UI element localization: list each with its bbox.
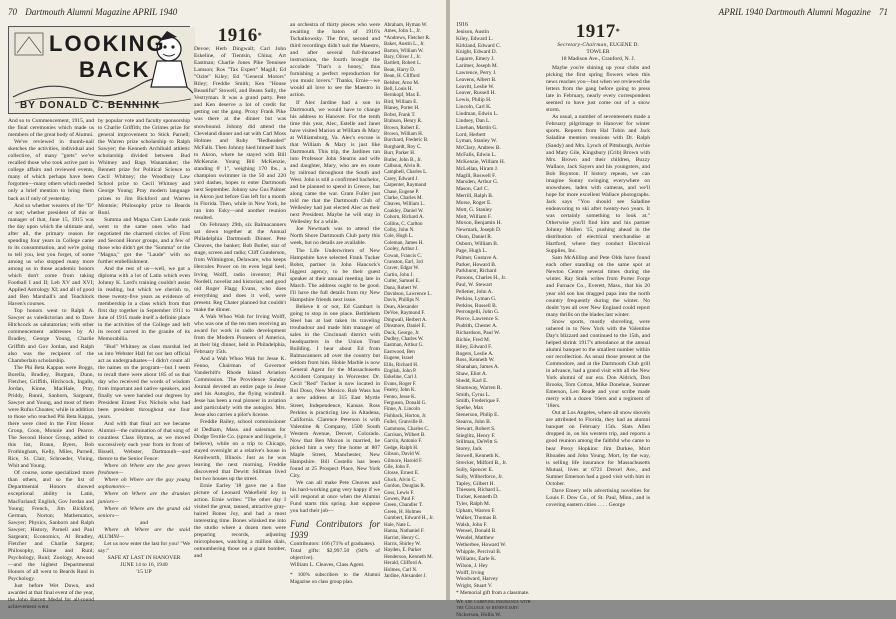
paragraph: And a Wah Whoo Wah for Jesse K. Fenno, Chairman of Governor Vanderbilt's Rhode Island Aviation Commission. The Providence Sunday Journal devoted an entire page to Jesse and his Autogiro, the flying windmill. Jesse has been a real pioneer in aviation and particularly with the autogiro. Mrs. Jesse also carries a pilot's license. [194, 356, 286, 419]
fund-total-gifts: Total gifts: $2,997.50 (94% of objective). [290, 548, 380, 562]
contributor-name: Shedd, Karl E. [456, 377, 488, 384]
contributor-name: Smith, Frederique F. [456, 398, 501, 405]
contributor-name: Knight, Edward D. [456, 49, 498, 56]
contributor-name: Richie, Fred M. [456, 336, 491, 343]
contributor-name: Woodward, Harvey [456, 576, 499, 583]
left-page [0, 0, 446, 611]
contributor-name: Mason, Carl C. [456, 186, 489, 193]
contributor-name: Bartlett, Robert L. [384, 60, 422, 67]
secretary-label: Secretary-Chairman, [557, 42, 609, 48]
contributor-name: McClary, Andrew B. [456, 145, 501, 152]
hymn-line: Where oh Where are the drunken juniors— [98, 491, 190, 505]
paragraph: And so to Commencement, 1915, and the final ceremonies which made us members of the great body of Alumni. [8, 118, 94, 139]
paragraph: The Life Underwriters of New Hampshire have selected Frank Tucker Bobst, partner in John Hancock's biggest agency, to be their guest speaker at their annual meeting late in March. The address ought to be good. I'll have the full details from my New Hampshire friends next issue. [290, 247, 380, 303]
contributor-name: Spelke, Max [456, 405, 484, 412]
insurance-note: We are carrying insurance with the College as beneficiary: [456, 598, 531, 612]
reunion-line: '15 UP [136, 569, 152, 575]
contributor-name: Wendel, Matthew [456, 535, 495, 542]
contributor-name: Lindsey, Dan L. [456, 117, 491, 124]
contributor-name: Wilson, J. Hey [456, 562, 488, 569]
hymn-line: Where oh Where are the grand old seniors— [98, 505, 190, 519]
contributor-name: Parkhurst, Richard [456, 268, 497, 275]
paragraph: We can all make Pete Cleaves and his hard-working gang very happy if we will respond at once when the Alumni Fund starts this spring. Just suppose you had their job— [290, 480, 380, 515]
contributor-name: Ferguson, Donald G. [384, 399, 427, 406]
contributor-name: Walker, Thomas B. [456, 514, 498, 521]
paragraph: And the rest of us—well, we got a diploma with a lot of Latin which even Johnny K. Lord's training couldn't assist in reading, but which we cherish to, these twenty-five years as evidence of membership in a class which from that first day together in September 1911 to June of 1915 made itself a definite place in the activities of the College and left its record carved in the granite of its Memorabilia. [98, 265, 190, 343]
hymn-line: Where oh Where are the pea green freshmen— [98, 463, 190, 477]
contributor-name: Dana, Robert W. [384, 284, 418, 291]
contributor-name: Dinsmore, Daniel E. [384, 323, 426, 330]
paragraph: And with that final act we became Alumni—the culmination of that song of countless Class Hymns, as we moved successively each year from in front of Bissell, Webster, Dartmouth—and thence to the Senior Fence: [98, 421, 190, 463]
paragraph: by popular vote and faculty sponsorship to Charlie Griffith; the Grimes prize for general improvement to Stick Parnell; the Warren prize scholarship to Ralph Sawyer; the Kenneth Archibald athletic scholarship divided between Bud Whitney and Bags Wanamaker; the Bennett prize for Political Science to Cecil Whitney; the Woodbury Law School prize to Cecil Whitney and George Young; Pray modern language prizes to Jim Bickford and Warren Montsie; Philosophy prize to Beards Runl. [98, 118, 190, 216]
insurance-name: Nickerson, Hollis W. [456, 611, 502, 618]
contributor-name: Fishback, Horton, Jr. [384, 412, 427, 419]
fund-class-agent: William L. Cleaves, Class Agent. [290, 562, 365, 569]
contributor-name: Burchard, Frederic B. [384, 137, 429, 144]
contributor-name: Garrison, Wilbert B. [384, 432, 426, 438]
contributor-name: Stenerson, Philip E. [456, 412, 499, 419]
contributor-name: Pudrith, Chester A. [456, 323, 498, 330]
paragraph: Maybe you're shining up your clubs and picking the first spring flowers when this news reaches you—but when we reviewed the letters from the gang before going to press late in February, nearly every correspondent seemed to have just come out of a snow storm. [546, 65, 650, 114]
paragraph: Believe it or not, Ed Gambart is going to stop in one place. Bethlehem Steel has at last taken its traveling troubadour and made him manager of sales in the Cincinnati district with headquarters in the Union Trust Building. I hear about Ed from Balmacanners all over the country but seldom from him. Hobie Marble is now General Agent for the Massachusetts Accident Company in Worcester. Dr. Cecil "Red" Tucker is now located in Rui Doso, New Mexico. Rob Wass has a new address at 315 East Myrtle Street, Independence, Kansas. Ross Perkins is practicing law in Altadena, California. Clarence Peterson is with Valentine & Company, 1500 South Western Avenue, Denver, Colorado. Now that Ben Moxon is married, he picked him a very fine home at 807 Maple Street, Manchester, New Hampshire. Bill Costello has been found at 25 Prospect Place, New York City. [290, 303, 380, 479]
contributor-name: Bean, H. Clifford [384, 73, 420, 80]
paragraph: As usual, a number of seventeeners made a February pilgrimage to Hanover for winter sports. Reports from Hal Tobin and Jack Saladine mention reunions with Dr. Ralph (Sandy) and Mrs. Lynch of Pittsburgh, Archie and Mary Gile, Kingsbury (Crib) Brown with Mrs. Brown and their children, Buzzy Wallace, Jack Sayers and his youngsters, and Bob Boynton. If history repeats, we can imagine Sunny swinging everywhere on snowshoes, laden with cameras, and we'll hope for more excellent Wallace photographs. Jack says "You should see Saladine endeavoring to ski after twenty-two years. It was certainly something to look at." Otherwise you'll find him and his partner Johnny Mullen '15, pushing ahead in the distribution of electrical merchandise at Hartford, where they conduct Electrical Supplies, Inc. [546, 114, 650, 255]
names-list [456, 29, 538, 597]
contributor-name: Coleman, James H. [384, 239, 424, 246]
contributor-name: Dean, Alexander [384, 303, 419, 310]
contributor-name: Abraham, Hyman W. [384, 22, 428, 28]
contributor-name: Shaw, Eliot A. [456, 371, 488, 378]
contributor-name: Collins, C. Carlton [384, 220, 423, 227]
contributor-name: Strecker, Milford B., Jr. [456, 460, 508, 466]
contributor-name: Eskeline, Carl J. [384, 374, 418, 381]
paragraph: Ernie Earley '18 gave me a fine picture of Leonard Wakefield Joy in action. Ernie writes: "The other day I visited the great, tanned, attractive gray-haired Bones Joy, and had a most interesting time. Bones whisked me into the studio where a dozen men were preparing records, adjusting microphones, watching a million dials, outnumbering those on a giant bomber, and [194, 482, 286, 560]
contributor-name: Garvin, Antonio F. [384, 438, 423, 445]
contributor-name: Shumway, Warren R. [456, 384, 502, 391]
paragraph: And so whether wearers of the "D" or not; whether president of this or manager of that, June 15, 1915 was the day upon which the ultimate and, after all, the primary reason for spending four years in College came to its consummation, and we're going to tell you, lest you forget, of some among us who stopped many more among us in those academic honors which don't come from taking Football I and II; Leb XV and XVI; Applied Astrology XI; and all of good and Ben Marshall's and Teachlock Haven's courses. [8, 202, 94, 308]
reunion-line: SAFE AT LAST IN HANOVER [107, 554, 181, 561]
contributor-name: Cohorn, Richard A. [384, 214, 424, 221]
column-4 [290, 22, 380, 596]
contributor-name: Bird, William E. [384, 98, 418, 105]
fund-names-column-1 [384, 22, 444, 596]
paragraph: Freddie Bailey, school commissioner at Dedham, Mass. and salesman for Dodge Textile Co. (spruce and lingerie, I believe), while on a trip to Chicago, stayed overnight at a relative's house in Kenilworth, Illinois. Just as he was leaving the next morning, Freddie discovered that Dewitt Stillman lived but two houses up the street. [194, 419, 286, 482]
secretary-name: EUGENE D. TOWLER [586, 42, 639, 55]
paragraph: Out at Los Angeles, where all snow shovels are attributed to Florida, they had an alumni banquet on February 15th. Slats Allen dropped in, on his western trip, and reports a good reunion among the faithful who came to hear Prexy Hopkins: Jim Durkee, Mort Rhoades and John Young. Mort, by the way, is selling life insurance for Massachusetts Mutual, lives at 6721 Drexel Ave., and Sumner Emerson had a good visit with him in October. [546, 410, 650, 487]
contributor-name: Bary, Oliver J., Jr. [384, 54, 421, 61]
paragraph: Of course, some specialized more than others, and so the list of Departmental Honors showed exceptional ability in Latin, MacFarland; English, Gov Jordan and Young; French, Jim Bickford, German, Norton; Mathematics, Sawyer; Physics, Sanborn and Ralph Sawyer; History, Parnell and Paul Sargeant; Economics, Al Bradley, Fletcher and Charlie Sargent; Philosophy, Kinne and Runl; Psychology, Runl; Zoology, Atwood—and the highest Departmental Honors of all went to Beards Runl in Psychology. [8, 470, 94, 583]
contributor-name: Leavens, Albert B. [456, 76, 497, 83]
contributor-name: Moxon, Benjamin H. [456, 220, 502, 227]
paragraph: Sam McAlillop and Pete Olds have found each other standing on the same spot at Newton Centre several times during the winter. Ray Stalk writes from Porter Forge and Furnace Co., Everett, Mass., that his 20 year old son has dragged papa into the north country frequently during the winter. No doubt 'tyes all over New England could report many thrills on the blades last winter. [546, 255, 650, 318]
class-heading-1916: 1916* [217, 25, 263, 46]
contributor-name: Hale, Nate L. [384, 521, 412, 528]
running-head-right [719, 7, 888, 17]
contributor-name: Curtin, John J. [384, 271, 414, 278]
hymn-line: and [139, 519, 149, 526]
contributor-name: Calhoun, Alvin R. [384, 162, 422, 169]
contributor-name: Barton, William W. [384, 47, 424, 54]
contributor-name: Sully, Spencer E. [456, 466, 494, 473]
hymn-line: Where oh Where are the staid ALUMNI— [98, 526, 190, 540]
contributor-name: Brown, William H. [384, 130, 424, 137]
names-year-label: 1916 [456, 22, 468, 28]
contributor-name: Leavitt, Leslie W. [456, 83, 495, 90]
contributor-name: Jenison, Austin [456, 28, 489, 35]
contributor-name: DeVoe, Raymond F. [384, 310, 426, 317]
contributor-name: McLellan, Hiram J. [456, 165, 499, 172]
contributor-name: Cooley, Arthur J. [384, 246, 419, 253]
magazine-title-right: APRIL 1940 Dartmouth Alumni Magazine [718, 7, 871, 17]
paragraph: The Phi Beta Kappas were Boggs, Borella, Bradley, Burgum, Dunn, Fletcher, Griffith, Hitchcock, Ingalls, Jordan, Kinne, MacHale, Pray, Priddy, Runnl, Sanborn, Sargeant, Sawyer and Young, and most of them were Rufus Choates; while in addition to those who reached Phi Beta Kappa, there were cited in the First Honor Group, Coon, Monnie and Pearce. The Second Honor Group, added to this list, Braun, Byers, Bob Frothingham, Kelly, Miles, Parnell, Rice, St. Clair, Schroeder, Vining, Whit and Young. [8, 364, 94, 470]
contributor-name: Coakley, Daniel W. [384, 207, 424, 214]
reunion-line: JUNE 14 to 16, 1940 [120, 561, 168, 568]
byline: BY DONALD C. BENNINK [20, 100, 161, 111]
contributor-name: Butler, John B., Jr. [384, 156, 422, 163]
contributor-name: Dingwall, Herbert A. [384, 316, 428, 323]
contributor-name: Dudley, Charles W. [384, 335, 424, 342]
contributor-name: Osborn, William B. [456, 241, 499, 247]
contributor-name: Laparre, Emery J. [456, 56, 495, 63]
contributor-name: * Memorial gift from a classmate. [456, 590, 530, 597]
contributor-name: Mott, G. Stanley [456, 206, 492, 213]
contributor-name: Gilmore, Harold F. [384, 457, 423, 464]
contributor-name: Sully, Wilberforce, Jr. [456, 473, 504, 480]
contributor-name: Cowan, Francis C. [384, 252, 422, 259]
column-3 [194, 26, 286, 596]
contributor-name: Glosse, Ernest E. [384, 470, 420, 477]
contributor-name: Gumbert, Edward H., Jr. [384, 515, 434, 522]
contributor-name: Stowell, Kenneth K. [456, 453, 501, 460]
contributor-name: Duck, George, Jr. [384, 329, 420, 336]
contributor-name: Fuller, Granville B. [384, 419, 424, 426]
contributor-name: Parsons, Charles H., Jr. [456, 275, 507, 282]
paragraph: Devoe; Herb Dingwall; Carl John Eskeline, of Tientsin, China; Art Eastman; Charlie Jones Pike Tennisee Lamson; Ros "Tax Expert" Magill; Ed "Ozite" Kiley; Ed "General Motors" Riley; Freddie Smith; Ken "House Beautiful" Stowell, and Beans Sully, the Vestryman. It was a grand party. Pete and Ken deserve a lot of credit for getting out the gang. Proxy Frank Pike was there at the dinner but was snowbound. Johnny did attend the Cleveland dinner and sat with Carl Moss Holmes and Ruby "Redheaded" McFalls. Then Johnny hied himself back to Akron, where he stayed with Bill McKenzie. Young Bill McKenzie, standing 6' 1", weighing 170 lbs., a champion swimmer in the 50 and 220 yard dashes, hopes to enter Dartmouth next September. Johnny saw Gus Palmer in Akron just before Gus left for a month in Florida. Then, while in New York, he ran into Esky—and another reunion resulted. [194, 46, 286, 222]
contributor-name: Gluck, Alvin C. [384, 476, 417, 483]
contributor-name: Richardson, Paul W. [456, 329, 501, 336]
magazine-title-left: Dartmouth Alumni Magazine APRIL 1940 [25, 7, 178, 17]
contributor-name: Bell, Louis H. [384, 86, 413, 93]
contributor-name: Eastwood, Ben [384, 348, 415, 355]
contributor-name: Cleaves, William L. [384, 201, 425, 208]
contributor-name: Chase, Eugene P. [384, 188, 420, 195]
contributor-name: Leaver, Russell H. [456, 90, 496, 97]
contributor-name: Carey, Edward J. [384, 175, 419, 182]
running-head-left [8, 7, 177, 17]
contributor-name: Lewis, Philip H. [456, 97, 492, 104]
contributor-name: Gowen, Paul F. [384, 496, 416, 503]
contributor-name: Marsden, Arthur G. [456, 179, 499, 186]
page-number-right: 71 [879, 7, 888, 17]
contributor-name: Goss, Lewis F. [384, 489, 415, 496]
contributor-name: Gammons, Charles C. [384, 425, 429, 432]
contributor-name: Lincoln, Carl K. [456, 104, 492, 111]
contributor-name: Pierce, Lawrence S. [456, 316, 500, 323]
contributor-name: Linehan, Martin G. [456, 124, 498, 131]
contributor-name: Magill, Roswell F. [456, 172, 496, 179]
contributor-name: Williams, Earle K. [456, 555, 497, 562]
contributor-name: Lyman, Stanley W. [456, 138, 498, 145]
contributor-name: Gile, John F. [384, 464, 410, 471]
contributor-name: Stieglitz, Henry F. [456, 432, 496, 439]
contributor-name: Hanna, Nathaniel F. [384, 528, 425, 535]
contributor-name: Wensel, Donald B. [456, 528, 497, 535]
contributor-name: Cranston, Earl, 3rd [384, 259, 423, 266]
contributor-name: Jardine, Alexander J. [384, 572, 427, 579]
contributor-name: Finne, A. Lincoln [384, 406, 420, 413]
contributor-name: Blaney, Porter H. [384, 105, 420, 112]
paragraph: "Bud" Whitney as class marshal led us into Webster Hall for our last official act as undergraduates—I didn't count all the names on the program—but I seem to recall there were about 185 of us that day who received the words of wisdom from important and native speakers, and finally we were handed our degrees by President Ernest Fox Nichols who had been president throughout our four years. [98, 343, 190, 420]
contributor-name: Bobst, Frank T. [384, 111, 416, 118]
contributor-name: Olson, Daniel R. [456, 234, 493, 241]
paragraph: We've reviewed in thumb-nail sketches the activities, individual and collective, of many "grets" we've recalled those who took active part in college affairs and reviewed events, many of which perhaps have been forgotten—many others which needed only a brief mention to bring them back as if only of yesterday. [8, 139, 94, 202]
contributor-name: *Andrews, Fletcher R. [384, 34, 431, 41]
contributor-name: Cutler, Samuel E. [384, 278, 421, 285]
contributor-name: Burghardt, Roy C. [384, 143, 422, 150]
contributor-name: Upham, Warren F. [456, 507, 496, 514]
contributor-name: Bernkopf, Max E. [384, 92, 421, 99]
contributor-name: Tyler, Ralph M. [456, 501, 491, 508]
contributor-name: Riley, Edward F. [456, 343, 493, 350]
contributor-name: Paul, W. Stewart [456, 282, 492, 289]
contributor-name: Parker, Howard B. [456, 261, 497, 268]
class-heading-1917: 1917* [575, 21, 621, 42]
contributor-name: Stewart, Robert S. [456, 425, 496, 432]
contributor-name: Green, H. Holmes [384, 508, 422, 515]
contributor-name: Fearey, John K. [384, 387, 416, 394]
column-1 [8, 118, 94, 611]
banner-title-back: BACK [79, 57, 151, 82]
hymn-line: Where oh Where are the gay young sophomores— [98, 477, 190, 491]
contributor-name: Lawrence, Perry J. [456, 69, 497, 76]
contributor-name: Fenno, Jesse K. [384, 393, 416, 400]
contributor-name: Perkins, Lyman G. [456, 295, 497, 302]
contributor-name: Kiley, Edward L. [456, 35, 494, 42]
contributor-name: McFalls, Edwin L. [456, 152, 497, 159]
contributor-name: Harriot, Henry C. [384, 534, 420, 541]
contributor-name: Holmes, Carl N. [384, 566, 418, 573]
contributor-name: Ames, John L., Jr. [384, 28, 421, 35]
contributor-name: Perrongelli, John G. [456, 309, 500, 316]
paragraph: A Wah Whoo Wah for Irving Wolff, who was one of the ten men receiving an award for work in radio development from the Modern Pioneers of America, at their big dinner, held in Philadelphia, February 15th. [194, 313, 286, 356]
contributor-name: Stearns, John B. [456, 418, 492, 425]
secretary-line [546, 42, 650, 56]
paragraph: Summa and Magna Cum Laude rank went to the same ones who had negotiated the charmed circles of First and Second Honor groups, and a few of those who didn't get the "Summa" or the "Magna," got the "Laude" with no further embellishment. [98, 216, 190, 265]
fund-contributors-heading: Fund Contributors for 1939 [290, 519, 380, 541]
contributor-name: Newmark, Joseph D. [456, 227, 502, 234]
contributor-name: Tucker, Kenneth D. [456, 494, 499, 501]
contributor-name: Ellis, Richard H. [384, 361, 419, 368]
contributor-name: Gedge, Ralph H. [384, 444, 419, 451]
contributor-name: Henderson, Kenneth M. [384, 553, 433, 560]
paragraph: Dave Emery tells advertising novelties for Louis F. Dow Co., of St. Paul, Minn., and is covering eastern cities . . . . George [546, 487, 650, 508]
contributor-name: Thiessen, Richard L. [456, 487, 501, 494]
contributor-name: Larimer, Joseph M. [456, 63, 499, 70]
contributor-name: Shanahan, James A. [456, 364, 500, 371]
contributor-name: Rogers, Leslie A. [456, 350, 494, 357]
contributor-name: Baker, Austin L., Jr. [384, 41, 425, 48]
fund-contributors-count: Contributors: 166 (71% of graduates). [290, 541, 376, 548]
paragraph: Just before Wet Down, and awarded at that final event of the year, the John Barrett Medal for all-round achievement went [8, 583, 94, 611]
contributor-name: Craver, Edgar W. [384, 265, 420, 272]
fund-names-column-2 [456, 22, 538, 618]
banner-title-looking: LOOKING [49, 31, 166, 56]
contributor-name: Storey, Jack [456, 446, 482, 453]
paragraph: Let us now enter the last for you! "We say:" [98, 540, 190, 554]
contributor-name: Gordon, Douglas R. [384, 483, 426, 490]
contributor-name: Colby, John N. [384, 227, 415, 233]
contributor-name: Belsher, Arno M. [384, 79, 420, 86]
contributor-name: Lord, Herbert [456, 131, 486, 138]
right-page [450, 0, 896, 618]
contributor-name: Pelletier, John A. [456, 288, 493, 295]
contributor-name: Gibson, David W. [384, 451, 421, 458]
column-1917 [546, 22, 650, 596]
contributor-name: Davis, Phillips N. [384, 297, 421, 304]
contributor-name: Carpenter, Raymond [384, 182, 427, 189]
contributor-name: Walsh, John F. [456, 521, 488, 528]
paragraph: If Alec Jardine had a son in Dartmouth, we would have to change his address to Hanover. For the tenth time this year, Alec, Estelle and Janet have visited Marion at William & Mary at Williamsburg, Va. Alec's excuse is that William & Mary is just like Dartmouth. This trip, the Jardines ran into Professor John Stearns and wife and daughter, Mary, who are en route by railroad throughout the South and West. John is still a confirmed bachelor, and he planned to spend in Greece, but along came the war. Gram Fuller just told me that the Dartmouth Club of Wellesley had just elected Alec as their next President. Maybe he will stay in Wellesley for a while. [290, 99, 380, 226]
contributor-name: Wright, Stuart V. [456, 583, 493, 590]
contributor-name: Kirkland, Edward C. [456, 42, 501, 49]
paragraph: On February 29th, six Balmacanners sat down together at the Annual Philadelphia Dartmouth Dinner. Pete Cleaves, the banker; Bob Butler, star of stage, screen and radio; Cliff Gunderson, from Wilmington, Delaware, who keeps Hercules Power on its even legal keel; Irving Wolff, radio inventor; Phil Nordell, novelist and historian; and good old Roger Flagg Evans, who does everything and does it well, were present. Reg Chater planned but couldn't make the dinner. [194, 222, 286, 313]
contributor-name: Stillman, DeWitt S. [456, 439, 499, 446]
paragraph: Snow sports, mostly shoveling, were ushered in to New York with the Valentine Day's blizzard and continued to the 15th, and helped shrink 1917's attendance at the annual alumni banquet to the smallest number within our recollection. As usual those present at the Commodore, and at the Dartmouth Club grill in advance, had a grand visit with all the New York alumni of our era. Don Aldrich, Don Brooks, Tom Cotton, Mike Donehue, Sumner Emerson, Len Reade and your scribe made merry with a dozen '16ers and a regiment of '18ers. [546, 318, 650, 410]
contributor-name: Morse, Roger E. [456, 199, 492, 206]
contributor-name: Brown, Robert E. [384, 124, 420, 131]
secretary-address: 18 Madison Ave., Cranford, N. J. [560, 56, 636, 62]
contributor-name: Hayden, E. Parker [384, 547, 422, 554]
contributor-name: Whipple, Percival B. [456, 548, 502, 555]
contributor-name: Evans, Roger F. [384, 380, 417, 387]
footnote: * 100% subscribers to the Alumni Magazine on class group plan. [290, 572, 380, 585]
contributor-name: Green, Chandler T. [384, 502, 423, 509]
contributor-name: Palmer, Gustave A. [456, 254, 498, 261]
contributor-name: Herald, Clifford A. [384, 560, 423, 567]
contributor-name: Page, Hugh L. [456, 247, 488, 254]
page-number-left: 70 [8, 7, 17, 17]
contributor-name: Wolff, Irving [456, 569, 485, 576]
contributor-name: Wetherbee, Howard W. [456, 542, 507, 549]
contributor-name: Brabson, Henry R. [384, 118, 423, 125]
contributor-name: Burr, Parker H. [384, 150, 416, 157]
contributor-name: McKenzie, William H. [456, 158, 506, 165]
contributor-name: Mott, William F. [456, 213, 492, 220]
contributor-name: English, John P. [384, 367, 417, 374]
contributor-name: Lindman, Edwin L. [456, 110, 499, 117]
contributor-name: Perkins, Russell B. [456, 302, 498, 309]
contributor-name: Ross, Kenneth W. [456, 357, 495, 364]
paragraph: Joe Newmark was to attend the North Shore Dartmouth Club party this week, but no details are available. [290, 226, 380, 247]
contributor-name: Eugene, Israel [384, 355, 414, 362]
contributor-name: Eastman, Arthur G. [384, 342, 424, 349]
contributor-name: Campbell, Charles L. [384, 169, 428, 176]
paragraph: Top honors went to Ralph A. Sawyer as valedictorian and to Dave Hitchcock as salutatorian; with other commencement addresses by Al Bradley, George Young, Charlie Griffith and Gov Jordan, and Ralph also was the recipient of the Chamberlain scholarship. [8, 308, 94, 364]
contributor-name: Davidson, Lawrence L. [384, 291, 432, 298]
contributor-name: Harris, Shirley W. [384, 540, 421, 547]
contributor-name: Clarke, Charles M. [384, 194, 423, 201]
paragraph: an orchestra of thirty pieces who were awaiting the baton of 1916's Tschaikowsky. The first, second and third recordings didn't suit the Maestro, and after several full-throated instructions, the fourth brought the accolade 'That's a honey,' thus furnishing a perfect reproduction for you music lovers." Thanks, Ernie—we would all love to see the Maestro in action. [290, 22, 380, 99]
column-2 [98, 118, 190, 596]
contributor-name: Cole, Hugh L. [384, 233, 414, 240]
contributor-name: Tapley, Gilbert H. [456, 480, 495, 487]
contributor-name: Bean, Harry D. [384, 66, 416, 73]
contributor-name: Merrill, Ralph B. [456, 193, 494, 200]
contributor-name: Smith, Cyrus L. [456, 391, 491, 398]
